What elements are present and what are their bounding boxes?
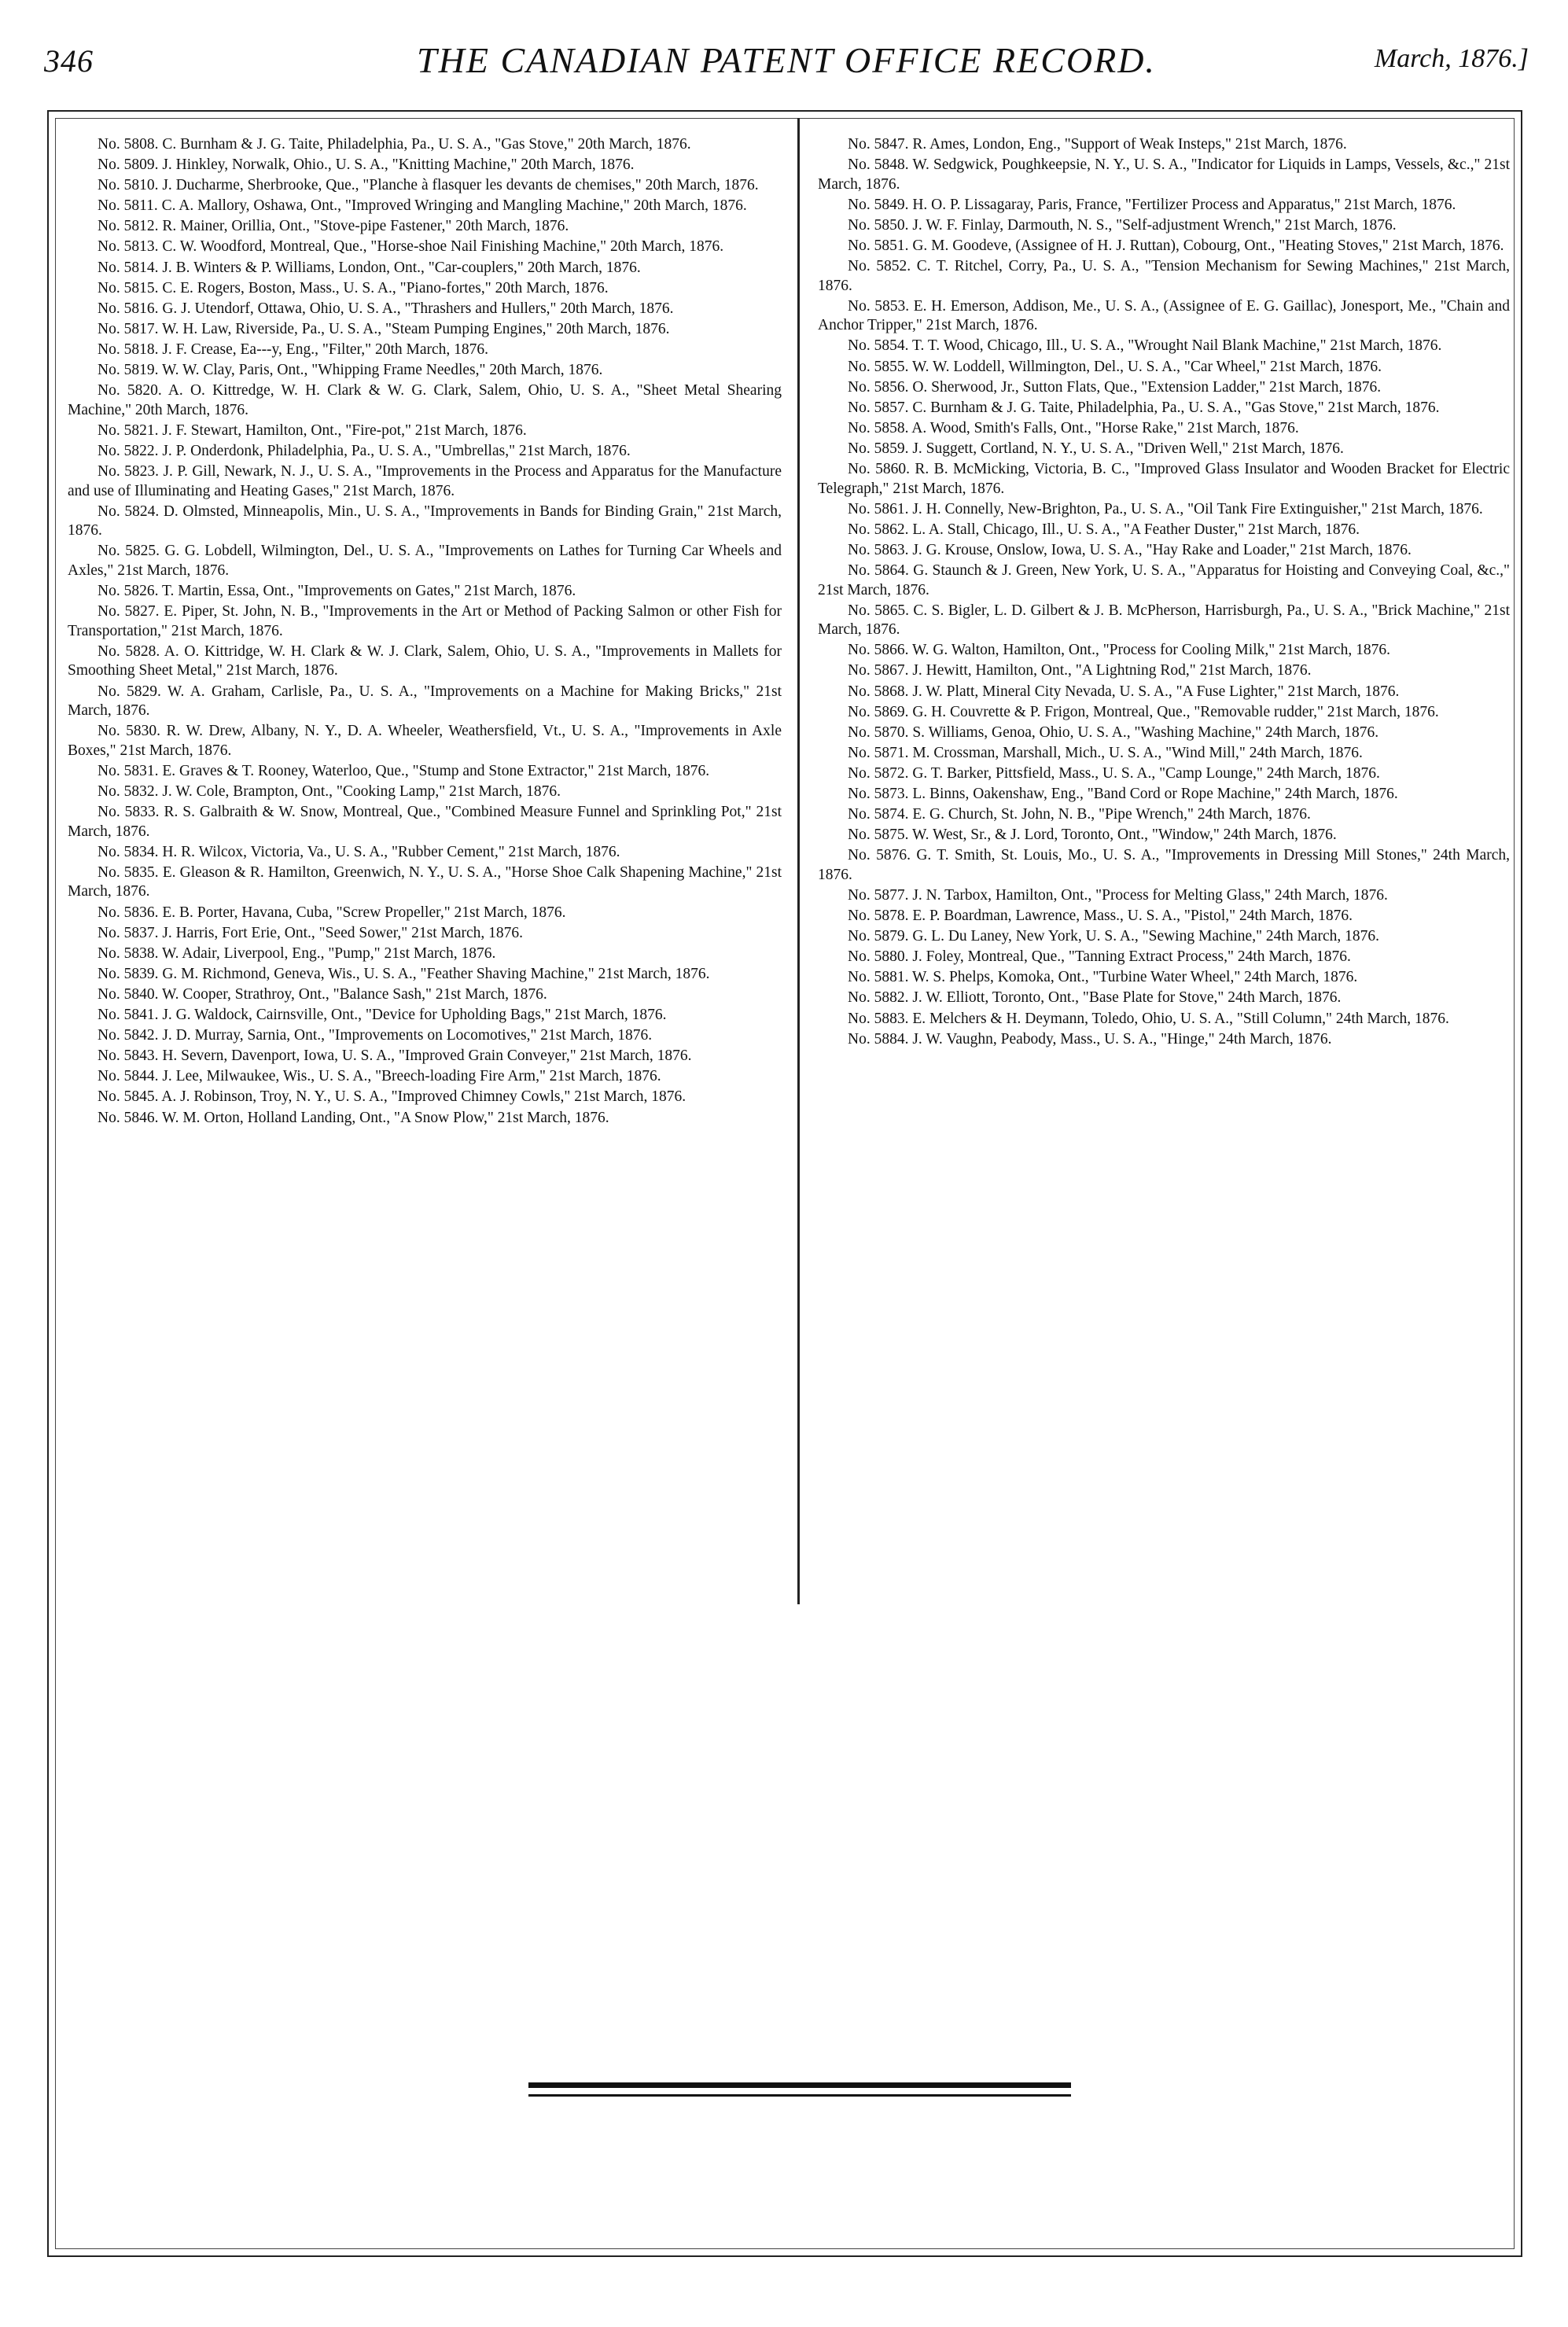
- patent-entry: No. 5870. S. Williams, Genoa, Ohio, U. S. A., "Washing Machine," 24th March, 1876.: [848, 724, 1379, 741]
- patent-entry: No. 5884. J. W. Vaughn, Peabody, Mass., U. S. A., "Hinge," 24th March, 1876.: [848, 1030, 1332, 1048]
- patent-entry: No. 5817. W. H. Law, Riverside, Pa., U. S. A., "Steam Pumping Engines," 20th March, 1876.: [98, 320, 670, 337]
- patent-entry: No. 5845. A. J. Robinson, Troy, N. Y., U. S. A., "Improved Chimney Cowls," 21st March, 1876.: [98, 1088, 686, 1106]
- patent-entry: No. 5839. G. M. Richmond, Geneva, Wis., U. S. A., "Feather Shaving Machine," 21st March, 1876.: [98, 965, 710, 982]
- patent-entry: No. 5843. H. Severn, Davenport, Iowa, U. S. A., "Improved Grain Conveyer," 21st March, 1876.: [98, 1048, 692, 1065]
- right-column: [818, 135, 1510, 1051]
- patent-entry: No. 5852. C. T. Ritchel, Corry, Pa., U. S. A., "Tension Mechanism for Sewing Machines," 21st March, 1876.: [818, 258, 1510, 294]
- patent-entry: No. 5824. D. Olmsted, Minneapolis, Min., U. S. A., "Improvements in Bands for Binding Grain," 21st March, 1876.: [68, 503, 782, 539]
- patent-entry: No. 5867. J. Hewitt, Hamilton, Ont., "A Lightning Rod," 21st March, 1876.: [848, 662, 1312, 679]
- patent-entry: No. 5860. R. B. McMicking, Victoria, B. C., "Improved Glass Insulator and Wooden Bracket for Electric Telegraph," 21st March, 1876.: [818, 461, 1510, 497]
- patent-entry: No. 5829. W. A. Graham, Carlisle, Pa., U. S. A., "Improvements on a Machine for Making Bricks," 21st March, 1876.: [68, 683, 782, 720]
- patent-entry: No. 5826. T. Martin, Essa, Ont., "Improvements on Gates," 21st March, 1876.: [98, 583, 576, 600]
- patent-entry: No. 5825. G. G. Lobdell, Wilmington, Del., U. S. A., "Improvements on Lathes for Turning Car Wheels and Axles," 21st March, 1876.: [68, 543, 782, 579]
- patent-entry: No. 5876. G. T. Smith, St. Louis, Mo., U. S. A., "Improvements in Dressing Mill Stones," 24th March, 1876.: [818, 847, 1510, 883]
- patent-entry: No. 5837. J. Harris, Fort Erie, Ont., "Seed Sower," 21st March, 1876.: [98, 924, 524, 941]
- patent-entry: No. 5864. G. Staunch & J. Green, New York, U. S. A., "Apparatus for Hoisting and Conveying Coal, &c.," 21st March, 1876.: [818, 561, 1510, 598]
- patent-entry: No. 5849. H. O. P. Lissagaray, Paris, France, "Fertilizer Process and Apparatus," 21st March, 1876.: [848, 196, 1456, 213]
- patent-entry: No. 5858. A. Wood, Smith's Falls, Ont., "Horse Rake," 21st March, 1876.: [848, 419, 1299, 436]
- patent-entry: No. 5809. J. Hinkley, Norwalk, Ohio., U. S. A., "Knitting Machine," 20th March, 1876.: [98, 156, 635, 174]
- patent-entry: No. 5883. E. Melchers & H. Deymann, Toledo, Ohio, U. S. A., "Still Column," 24th March, 1876.: [848, 1010, 1449, 1027]
- patent-entry: No. 5812. R. Mainer, Orillia, Ont., "Stove-pipe Fastener," 20th March, 1876.: [98, 218, 569, 235]
- patent-entry: No. 5808. C. Burnham & J. G. Taite, Philadelphia, Pa., U. S. A., "Gas Stove," 20th March, 1876.: [98, 136, 691, 153]
- patent-entry: No. 5856. O. Sherwood, Jr., Sutton Flats, Que., "Extension Ladder," 21st March, 1876.: [848, 378, 1382, 396]
- patent-entry: No. 5877. J. N. Tarbox, Hamilton, Ont., "Process for Melting Glass," 24th March, 1876.: [848, 886, 1388, 904]
- patent-entry: No. 5828. A. O. Kittridge, W. H. Clark & W. J. Clark, Salem, Ohio, U. S. A., "Improvements in Mallets for Smoothing Sheet Metal," 21st March, 1876.: [68, 643, 782, 679]
- patent-entry: No. 5857. C. Burnham & J. G. Taite, Philadelphia, Pa., U. S. A., "Gas Stove," 21st March, 1876.: [848, 399, 1440, 416]
- patent-entry: No. 5833. R. S. Galbraith & W. Snow, Montreal, Que., "Combined Measure Funnel and Sprinkling Pot," 21st March, 1876.: [68, 804, 782, 840]
- patent-entry: No. 5861. J. H. Connelly, New-Brighton, Pa., U. S. A., "Oil Tank Fire Extinguisher," 21st March, 1876.: [848, 500, 1483, 517]
- page-number: 346: [44, 43, 94, 79]
- patent-entry: No. 5835. E. Gleason & R. Hamilton, Greenwich, N. Y., U. S. A., "Horse Shoe Calk Shapening Machine," 21st March, 1876.: [68, 863, 782, 900]
- patent-entry: No. 5827. E. Piper, St. John, N. B., "Improvements in the Art or Method of Packing Salmon or other Fish for Transportation," 21st March, 1876.: [68, 603, 782, 639]
- column-divider: [797, 118, 800, 1604]
- patent-entry: No. 5853. E. H. Emerson, Addison, Me., U. S. A., (Assignee of E. G. Gaillac), Jonesport, Me., "Chain and Anchor Tripper," 21st March, 1876.: [818, 297, 1510, 334]
- patent-entry: No. 5847. R. Ames, London, Eng., "Support of Weak Insteps," 21st March, 1876.: [848, 136, 1347, 153]
- patent-entry: No. 5831. E. Graves & T. Rooney, Waterloo, Que., "Stump and Stone Extractor," 21st March, 1876.: [98, 762, 710, 779]
- patent-entry: No. 5834. H. R. Wilcox, Victoria, Va., U. S. A., "Rubber Cement," 21st March, 1876.: [98, 843, 620, 860]
- patent-entry: No. 5813. C. W. Woodford, Montreal, Que., "Horse-shoe Nail Finishing Machine," 20th March, 1876.: [98, 238, 724, 256]
- left-column: [68, 135, 782, 1129]
- patent-entry: No. 5868. J. W. Platt, Mineral City Nevada, U. S. A., "A Fuse Lighter," 21st March, 1876.: [848, 683, 1400, 700]
- patent-entry: No. 5880. J. Foley, Montreal, Que., "Tanning Extract Process," 24th March, 1876.: [848, 948, 1351, 966]
- patent-entry: No. 5855. W. W. Loddell, Willmington, Del., U. S. A., "Car Wheel," 21st March, 1876.: [848, 358, 1382, 375]
- closing-rule-thick: [528, 2082, 1071, 2088]
- patent-entry: No. 5842. J. D. Murray, Sarnia, Ont., "Improvements on Locomotives," 21st March, 1876.: [98, 1027, 653, 1044]
- patent-entry: No. 5878. E. P. Boardman, Lawrence, Mass., U. S. A., "Pistol," 24th March, 1876.: [848, 908, 1353, 925]
- patent-entry: No. 5879. G. L. Du Laney, New York, U. S. A., "Sewing Machine," 24th March, 1876.: [848, 928, 1379, 945]
- patent-entry: No. 5854. T. T. Wood, Chicago, Ill., U. S. A., "Wrought Nail Blank Machine," 21st March, 1876.: [848, 337, 1442, 355]
- patent-entry: No. 5846. W. M. Orton, Holland Landing, Ont., "A Snow Plow," 21st March, 1876.: [98, 1109, 609, 1126]
- patent-entry: No. 5841. J. G. Waldock, Cairnsville, Ont., "Device for Upholding Bags," 21st March, 1876.: [98, 1007, 667, 1024]
- patent-entry: No. 5810. J. Ducharme, Sherbrooke, Que., "Planche à flasquer les devants de chemises," 20th March, 1876.: [98, 177, 759, 194]
- patent-entry: No. 5872. G. T. Barker, Pittsfield, Mass., U. S. A., "Camp Lounge," 24th March, 1876.: [848, 764, 1380, 782]
- patent-entry: No. 5869. G. H. Couvrette & P. Frigon, Montreal, Que., "Removable rudder," 21st March, 1876.: [848, 703, 1439, 720]
- patent-entry: No. 5863. J. G. Krouse, Onslow, Iowa, U. S. A., "Hay Rake and Loader," 21st March, 1876.: [848, 541, 1412, 558]
- issue-date: March, 1876.]: [1374, 44, 1529, 73]
- patent-entry: No. 5850. J. W. F. Finlay, Darmouth, N. S., "Self-adjustment Wrench," 21st March, 1876.: [848, 216, 1397, 234]
- patent-entry: No. 5816. G. J. Utendorf, Ottawa, Ohio, U. S. A., "Thrashers and Hullers," 20th March, 1876.: [98, 300, 674, 317]
- patent-entry: No. 5822. J. P. Onderdonk, Philadelphia, Pa., U. S. A., "Umbrellas," 21st March, 1876.: [98, 442, 631, 459]
- patent-entry: No. 5874. E. G. Church, St. John, N. B., "Pipe Wrench," 24th March, 1876.: [848, 806, 1311, 823]
- patent-entry: No. 5820. A. O. Kittredge, W. H. Clark & W. G. Clark, Salem, Ohio, U. S. A., "Sheet Metal Shearing Machine," 20th March, 1876.: [68, 382, 782, 418]
- closing-rule-thin: [528, 2094, 1071, 2097]
- patent-entry: No. 5875. W. West, Sr., & J. Lord, Toronto, Ont., "Window," 24th March, 1876.: [848, 827, 1337, 844]
- patent-entry: No. 5871. M. Crossman, Marshall, Mich., U. S. A., "Wind Mill," 24th March, 1876.: [848, 744, 1363, 761]
- patent-entry: No. 5840. W. Cooper, Strathroy, Ont., "Balance Sash," 21st March, 1876.: [98, 985, 547, 1003]
- patent-entry: No. 5832. J. W. Cole, Brampton, Ont., "Cooking Lamp," 21st March, 1876.: [98, 783, 561, 800]
- patent-entry: No. 5851. G. M. Goodeve, (Assignee of H. J. Ruttan), Cobourg, Ont., "Heating Stoves," 21st March, 1876.: [848, 237, 1504, 254]
- patent-entry: No. 5866. W. G. Walton, Hamilton, Ont., "Process for Cooling Milk," 21st March, 1876.: [848, 642, 1390, 659]
- patent-entry: No. 5844. J. Lee, Milwaukee, Wis., U. S. A., "Breech-loading Fire Arm," 21st March, 1876.: [98, 1068, 661, 1085]
- patent-entry: No. 5881. W. S. Phelps, Komoka, Ont., "Turbine Water Wheel," 24th March, 1876.: [848, 969, 1358, 986]
- patent-entry: No. 5821. J. F. Stewart, Hamilton, Ont., "Fire-pot," 21st March, 1876.: [98, 422, 527, 439]
- patent-entry: No. 5882. J. W. Elliott, Toronto, Ont., "Base Plate for Stove," 24th March, 1876.: [848, 989, 1342, 1007]
- patent-entry: No. 5873. L. Binns, Oakenshaw, Eng., "Band Cord or Rope Machine," 24th March, 1876.: [848, 786, 1398, 802]
- patent-entry: No. 5811. C. A. Mallory, Oshawa, Ont., "Improved Wringing and Mangling Machine," 20th March, 1876.: [98, 197, 747, 215]
- patent-entry: No. 5836. E. B. Porter, Havana, Cuba, "Screw Propeller," 21st March, 1876.: [98, 904, 566, 921]
- patent-entry: No. 5848. W. Sedgwick, Poughkeepsie, N. Y., U. S. A., "Indicator for Liquids in Lamps, Vessels, &c.," 21st March, 1876.: [818, 156, 1510, 193]
- patent-entry: No. 5830. R. W. Drew, Albany, N. Y., D. A. Wheeler, Weathersfield, Vt., U. S. A., "Improvements in Axle Boxes," 21st March, 1876.: [68, 723, 782, 759]
- patent-entry: No. 5818. J. F. Crease, Ea---y, Eng., "Filter," 20th March, 1876.: [98, 341, 489, 358]
- patent-entry: No. 5865. C. S. Bigler, L. D. Gilbert & J. B. McPherson, Harrisburgh, Pa., U. S. A., "Brick Machine," 21st March, 1876.: [818, 602, 1510, 639]
- patent-entry: No. 5814. J. B. Winters & P. Williams, London, Ont., "Car-couplers," 20th March, 1876.: [98, 259, 641, 276]
- patent-entry: No. 5862. L. A. Stall, Chicago, Ill., U. S. A., "A Feather Duster," 21st March, 1876.: [848, 521, 1360, 538]
- page-header: [44, 39, 1529, 94]
- patent-entry: No. 5859. J. Suggett, Cortland, N. Y., U. S. A., "Driven Well," 21st March, 1876.: [848, 440, 1344, 457]
- patent-entry: No. 5815. C. E. Rogers, Boston, Mass., U. S. A., "Piano-fortes," 20th March, 1876.: [98, 279, 609, 296]
- patent-entry: No. 5823. J. P. Gill, Newark, N. J., U. S. A., "Improvements in the Process and Apparatus for the Manufacture and use of Illuminating and Heating Gases," 21st March, 1876.: [68, 463, 782, 499]
- patent-entry: No. 5838. W. Adair, Liverpool, Eng., "Pump," 21st March, 1876.: [98, 944, 496, 962]
- patent-entry: No. 5819. W. W. Clay, Paris, Ont., "Whipping Frame Needles," 20th March, 1876.: [98, 362, 603, 379]
- page-title: THE CANADIAN PATENT OFFICE RECORD.: [417, 40, 1156, 80]
